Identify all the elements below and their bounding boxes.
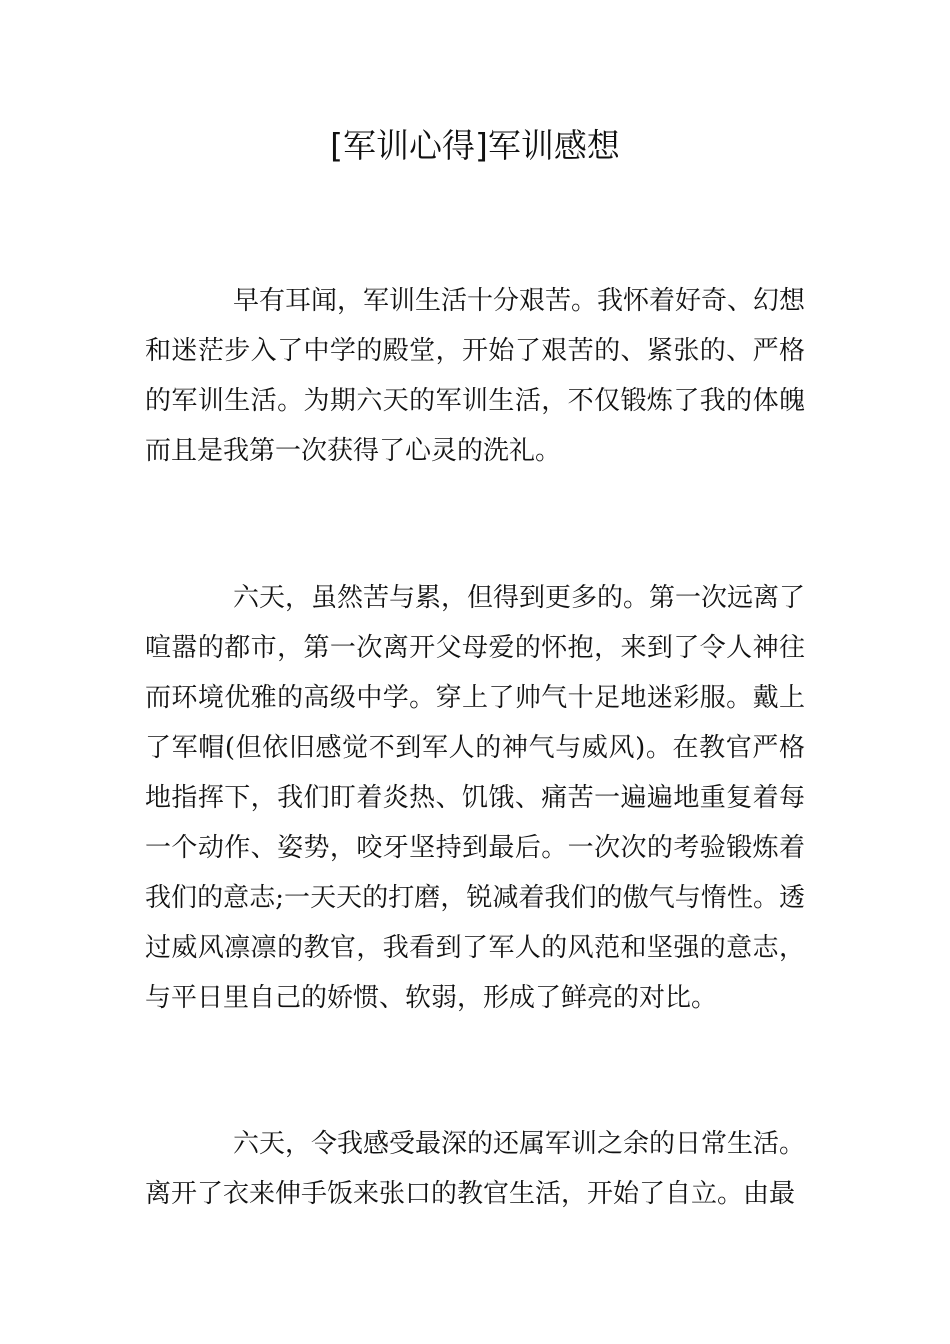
paragraph-3: 六天，令我感受最深的还属军训之余的日常生活。离开了衣来伸手饭来张口的教官生活，开始了自立。由最: [145, 1129, 806, 1209]
document-title: [军训心得]军训感想: [330, 126, 620, 165]
paragraph-1: 早有耳闻，军训生活十分艰苦。我怀着好奇、幻想和迷茫步入了中学的殿堂，开始了艰苦的、紧张的、严格的军训生活。为期六天的军训生活，不仅锻炼了我的体魄而且是我第一次获得了心灵的洗礼。: [145, 286, 806, 466]
paragraph-2: 六天，虽然苦与累，但得到更多的。第一次远离了喧嚣的都市，第一次离开父母爱的怀抱，来到了令人神往而环境优雅的高级中学。穿上了帅气十足地迷彩服。戴上了军帽(但依旧感觉不到军人的神气与威风)。在教官严格地指挥下，我们盯着炎热、饥饿、痛苦一遍遍地重复着每一个动作、姿势，咬牙坚持到最后。一次次的考验锻炼着我们的意志;一天天的打磨，锐减着我们的傲气与惰性。透过威风凛凛的教官，我看到了军人的风范和坚强的意志，与平日里自己的娇惯、软弱，形成了鲜亮的对比。: [145, 583, 806, 1013]
